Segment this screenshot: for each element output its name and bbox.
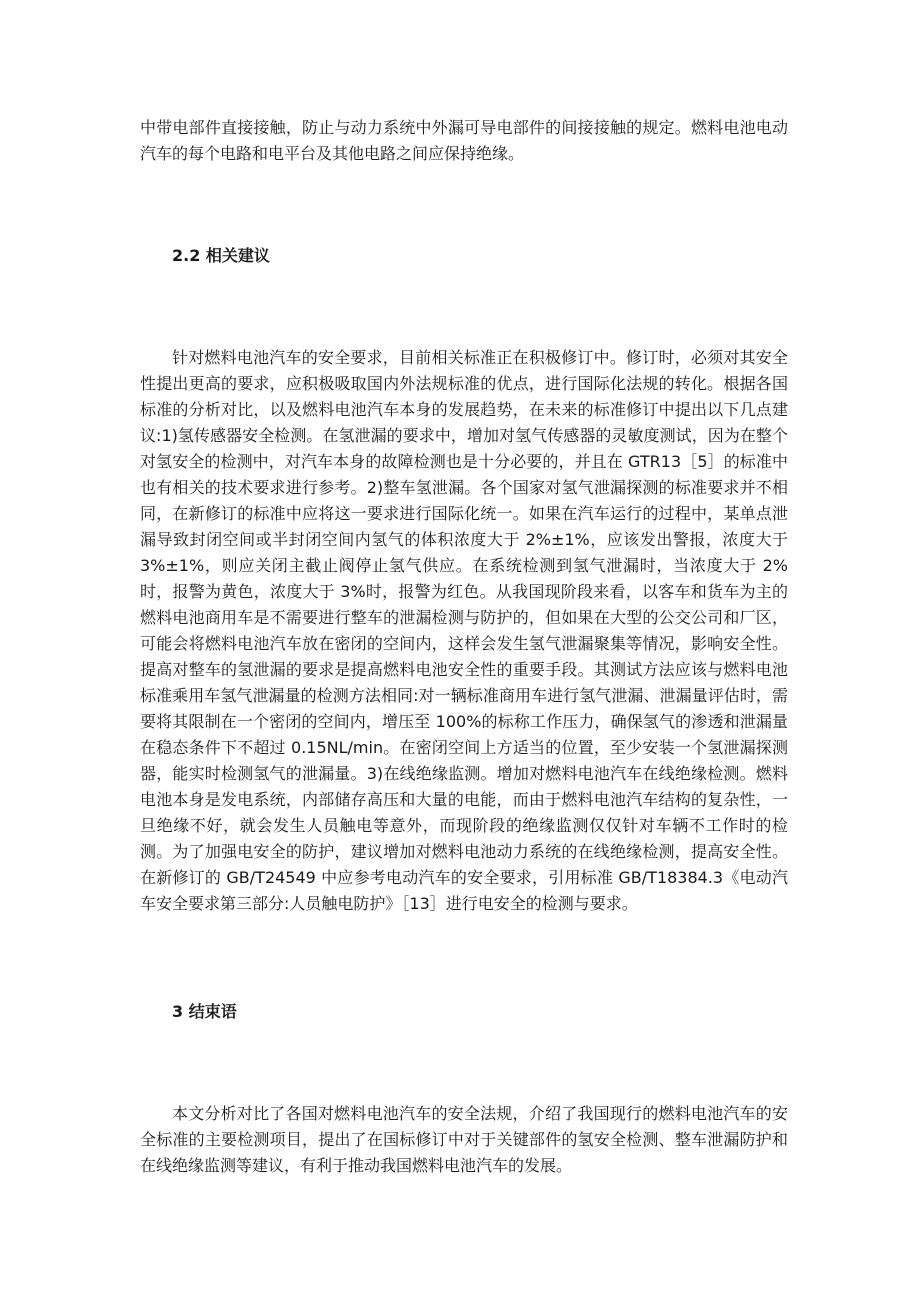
section-2-2-paragraph: 针对燃料电池汽车的安全要求，目前相关标准正在积极修订中。修订时，必须对其安全性提出更高的要求，应积极吸取国内外法规标准的优点，进行国际化法规的转化。根据各国标准的分析对比，以及燃料电池汽车本身的发展趋势，在未来的标准修订中提出以下几点建议:1)氢传感器安全检测。在氢泄漏的要求中，增加对氢气传感器的灵敏度测试，因为在整个对氢安全的检测中，对汽车本身的故障检测也是十分必要的，并且在 GTR13［5］的标准中也有相关的技术要求进行参考。2)整车氢泄漏。各个国家对氢气泄漏探测的标准要求并不相同，在新修订的标准中应将这一要求进行国际化统一。如果在汽车运行的过程中，某单点泄漏导致封闭空间或半封闭空间内氢气的体积浓度大于 2%±1%，应该发出警报，浓度大于 3%±1%，则应关闭主截止阀停止氢气供应。在系统检测到氢气泄漏时，当浓度大于 2%时，报警为黄色，浓度大于 3%时，报警为红色。从我国现阶段来看，以客车和货车为主的燃料电池商用车是不需要进行整车的泄漏检测与防护的，但如果在大型的公交公司和厂区，可能会将燃料电池汽车放在密闭的空间内，这样会发生氢气泄漏聚集等情况，影响安全性。提高对整车的氢泄漏的要求是提高燃料电池安全性的重要手段。其测试方法应该与燃料电池标准乘用车氢气泄漏量的检测方法相同:对一辆标准商用车进行氢气泄漏、泄漏量评估时，需要将其限制在一个密闭的空间内，增压至 100%的标称工作压力，确保氢气的渗透和泄漏量在稳态条件下不超过 0.15NL/min。在密闭空间上方适当的位置，至少安装一个氢泄漏探测器，能实时检测氢气的泄漏量。3)在线绝缘监测。增加对燃料电池汽车在线绝缘检测。燃料电池本身是发电系统，内部储存高压和大量的电能，而由于燃料电池汽车结构的复杂性，一旦绝缘不好，就会发生人员触电等意外，而现阶段的绝缘监测仅仅针对车辆不工作时的检测。为了加强电安全的防护，建议增加对燃料电池动力系统的在线绝缘检测，提高安全性。在新修订的 GB/T24549 中应参考电动汽车的安全要求，引用标准 GB/T18384.3《电动汽车安全要求第三部分:人员触电防护》［13］进行电安全的检测与要求。	[140, 348, 788, 913]
conclusion-paragraph: 本文分析对比了各国对燃料电池汽车的安全法规，介绍了我国现行的燃料电池汽车的安全标准的主要检测项目，提出了在国标修订中对于关键部件的氢安全检测、整车泄漏防护和在线绝缘监测等建议，有利于推动我国燃料电池汽车的发展。	[140, 1104, 788, 1175]
section-heading-3: 3 结束语	[172, 1002, 237, 1021]
intro-paragraph: 中带电部件直接接触，防止与动力系统中外漏可导电部件的间接接触的规定。燃料电池电动汽车的每个电路和电平台及其他电路之间应保持绝缘。	[140, 118, 788, 163]
section-heading-2-2: 2.2 相关建议	[172, 246, 270, 265]
